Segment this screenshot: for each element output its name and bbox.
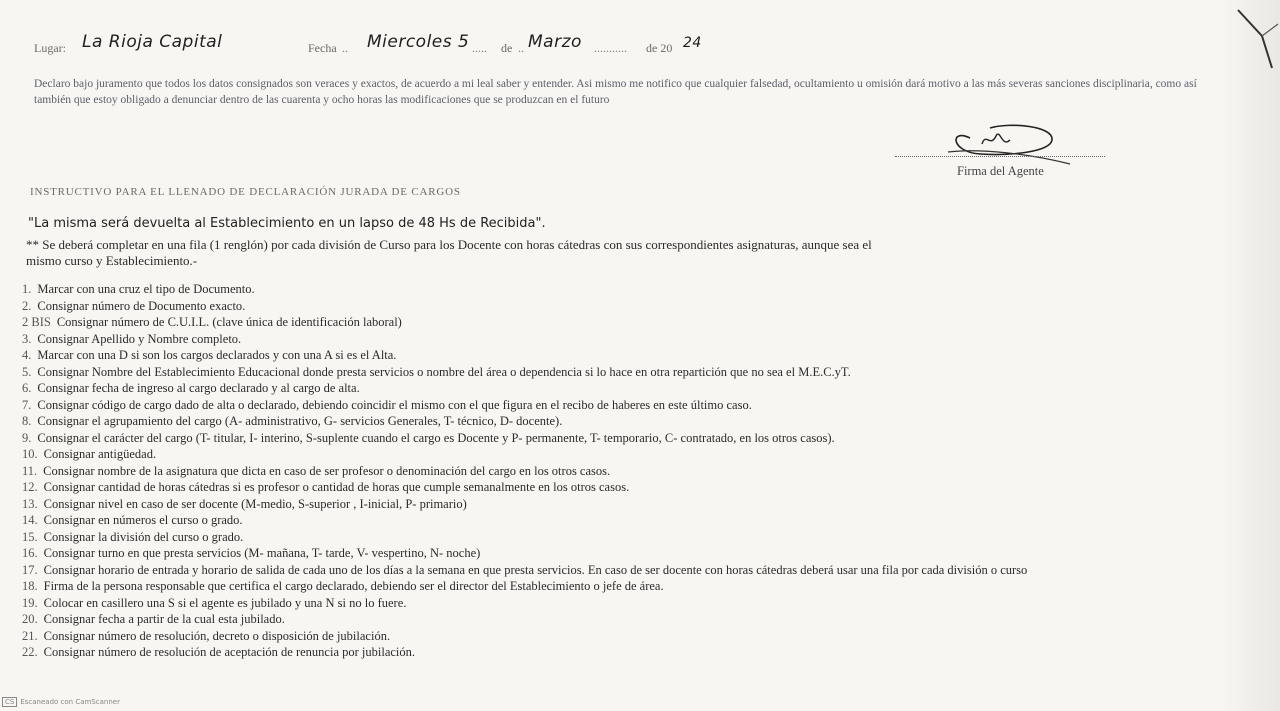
item-number: 18. bbox=[22, 579, 38, 593]
list-item bbox=[22, 530, 1252, 547]
item-text: Consignar nivel en caso de ser docente (M-medio, S-superior , I-inicial, P- primario) bbox=[43, 496, 467, 511]
de-label-1: de bbox=[501, 41, 513, 55]
list-item bbox=[22, 563, 1252, 580]
item-number: 2. bbox=[22, 298, 32, 313]
instructions-list bbox=[22, 282, 1252, 662]
item-text: Consignar horario de entrada y horario de salida de cada uno de los días a la semana en que presta servicios. En caso de ser docente con horas cátedras deberá usar una fila por cada división o curso bbox=[43, 562, 1028, 577]
item-number: 19. bbox=[22, 595, 38, 610]
camscanner-logo-icon: CS bbox=[2, 697, 17, 707]
item-text: Consignar Apellido y Nombre completo. bbox=[37, 331, 242, 346]
item-text: Consignar nombre de la asignatura que dicta en caso de ser profesor o denominación del cargo en los otros casos. bbox=[43, 463, 611, 478]
fecha-day-dots: ..... bbox=[472, 41, 487, 55]
item-text: Consignar Nombre del Establecimiento Educacional donde presta servicios o nombre del área o dependencia si lo hace en otra repartición que no sea el M.E.C.yT. bbox=[37, 364, 851, 379]
item-text: Consignar en números el curso o grado. bbox=[43, 513, 243, 527]
item-number: 12. bbox=[22, 480, 38, 494]
fecha-dots: .. bbox=[342, 41, 348, 55]
item-number: 11. bbox=[22, 463, 38, 478]
fecha-year-handwritten: 24 bbox=[683, 35, 702, 51]
page-corner-fold-mark bbox=[1232, 6, 1280, 76]
item-number: 15. bbox=[22, 529, 38, 544]
item-text: Firma de la persona responsable que certifica el cargo declarado, debiendo ser el director del Establecimiento o jefe de área. bbox=[43, 579, 664, 593]
list-item bbox=[22, 596, 1252, 613]
item-number: 14. bbox=[22, 513, 38, 527]
list-item bbox=[22, 464, 1252, 481]
header-place-date bbox=[34, 32, 1220, 58]
item-text: Marcar con una cruz el tipo de Documento. bbox=[37, 282, 255, 296]
item-number: 1. bbox=[22, 282, 32, 296]
list-item bbox=[22, 447, 1252, 464]
list-item bbox=[22, 299, 1252, 316]
declaration-paragraph: Declaro bajo juramento que todos los datos consignados son veraces y exactos, de acuerdo a mi leal saber y entender. Asi mismo me notifico que cualquier falsedad, ocultamiento u omisión dará motivo a las más severas sanciones disciplinaria, como así también que estoy obligado a denunciar dentro de las cuarenta y ocho horas las modificaciones que se produzcan en el futuro bbox=[34, 78, 1197, 106]
item-text: Consignar número de resolución de aceptación de renuncia por jubilación. bbox=[43, 645, 416, 659]
item-number: 10. bbox=[22, 447, 38, 461]
item-text: Consignar fecha a partir de la cual esta jubilado. bbox=[43, 612, 285, 626]
item-text: Consignar fecha de ingreso al cargo declarado y al cargo de alta. bbox=[37, 381, 360, 395]
item-number: 5. bbox=[22, 364, 32, 379]
list-item bbox=[22, 546, 1252, 563]
item-text: Consignar número de C.U.I.L. (clave única de identificación laboral) bbox=[56, 315, 402, 329]
item-number: 16. bbox=[22, 546, 38, 560]
fecha-label: Fecha bbox=[308, 41, 337, 55]
list-item bbox=[22, 332, 1252, 349]
item-number: 7. bbox=[22, 397, 32, 412]
list-item bbox=[22, 645, 1252, 662]
item-text: Consignar número de resolución, decreto o disposición de jubilación. bbox=[43, 628, 391, 643]
item-text: Consignar número de Documento exacto. bbox=[37, 298, 246, 313]
list-item bbox=[22, 348, 1252, 365]
item-number: 8. bbox=[22, 414, 32, 428]
fecha-month-dots: ........... bbox=[594, 41, 627, 55]
item-number: 20. bbox=[22, 612, 38, 626]
list-item bbox=[22, 497, 1252, 514]
item-text: Colocar en casillero una S si el agente es jubilado y una N si no lo fuere. bbox=[43, 595, 407, 610]
item-number: 22. bbox=[22, 645, 38, 659]
item-text: Consignar antigüedad. bbox=[43, 447, 157, 461]
item-number: 2 BIS bbox=[22, 315, 51, 329]
item-number: 3. bbox=[22, 331, 32, 346]
list-item bbox=[22, 513, 1252, 530]
item-text: Consignar el carácter del cargo (T- titular, I- interino, S-suplente cuando el cargo es Docente y P- permanente, T- temporario, C- contratado, en los otros casos). bbox=[37, 430, 835, 445]
note-return-deadline: "La misma será devuelta al Establecimiento en un lapso de 48 Hs de Recibida". bbox=[28, 216, 546, 231]
list-item bbox=[22, 315, 1252, 332]
item-number: 9. bbox=[22, 430, 32, 445]
list-item bbox=[22, 629, 1252, 646]
item-text: Consignar turno en que presta servicios (M- mañana, T- tarde, V- vespertino, N- noche) bbox=[43, 546, 481, 560]
scanner-watermark-text: Escaneado con CamScanner bbox=[20, 698, 120, 706]
signature-line bbox=[895, 156, 1105, 157]
item-number: 6. bbox=[22, 381, 32, 395]
signature-block bbox=[895, 118, 1110, 180]
de-year-label: de 20 bbox=[646, 41, 673, 55]
item-text: Consignar la división del curso o grado. bbox=[43, 529, 244, 544]
list-item bbox=[22, 431, 1252, 448]
list-item bbox=[22, 398, 1252, 415]
item-number: 17. bbox=[22, 562, 38, 577]
handwritten-signature bbox=[940, 118, 1080, 166]
item-text: Consignar código de cargo dado de alta o declarado, debiendo coincidir el mismo con el que figura en el recibo de haberes en este último caso. bbox=[37, 397, 752, 412]
item-number: 13. bbox=[22, 496, 38, 511]
list-item bbox=[22, 282, 1252, 299]
note-row-per-division: ** Se deberá completar en una fila (1 renglón) por cada división de Curso para los Docente con horas cátedras con sus correspondientes asignaturas, aunque sea el mismo curso y Establecimiento.- bbox=[26, 237, 872, 268]
lugar-handwritten-value: La Rioja Capital bbox=[82, 32, 223, 52]
list-item bbox=[22, 414, 1252, 431]
fecha-month-handwritten: Marzo bbox=[528, 32, 582, 52]
fecha-month-dots-left: .. bbox=[518, 41, 524, 55]
signature-label: Firma del Agente bbox=[957, 164, 1044, 178]
list-item bbox=[22, 365, 1252, 382]
scanner-watermark bbox=[2, 697, 120, 707]
item-text: Marcar con una D si son los cargos declarados y con una A si es el Alta. bbox=[37, 348, 397, 362]
item-number: 21. bbox=[22, 628, 38, 643]
item-text: Consignar cantidad de horas cátedras si es profesor o cantidad de horas que cumple semanalmente en los otros casos. bbox=[43, 480, 630, 494]
lugar-label: Lugar: bbox=[34, 41, 66, 55]
list-item bbox=[22, 381, 1252, 398]
item-text: Consignar el agrupamiento del cargo (A- administrativo, G- servicios Generales, T- técnico, D- docente). bbox=[37, 414, 563, 428]
item-number: 4. bbox=[22, 348, 32, 362]
fecha-day-handwritten: Miercoles 5 bbox=[367, 32, 470, 52]
list-item bbox=[22, 612, 1252, 629]
list-item bbox=[22, 579, 1252, 596]
instructions-title: INSTRUCTIVO PARA EL LLENADO DE DECLARACIÓN JURADA DE CARGOS bbox=[30, 186, 461, 198]
list-item bbox=[22, 480, 1252, 497]
